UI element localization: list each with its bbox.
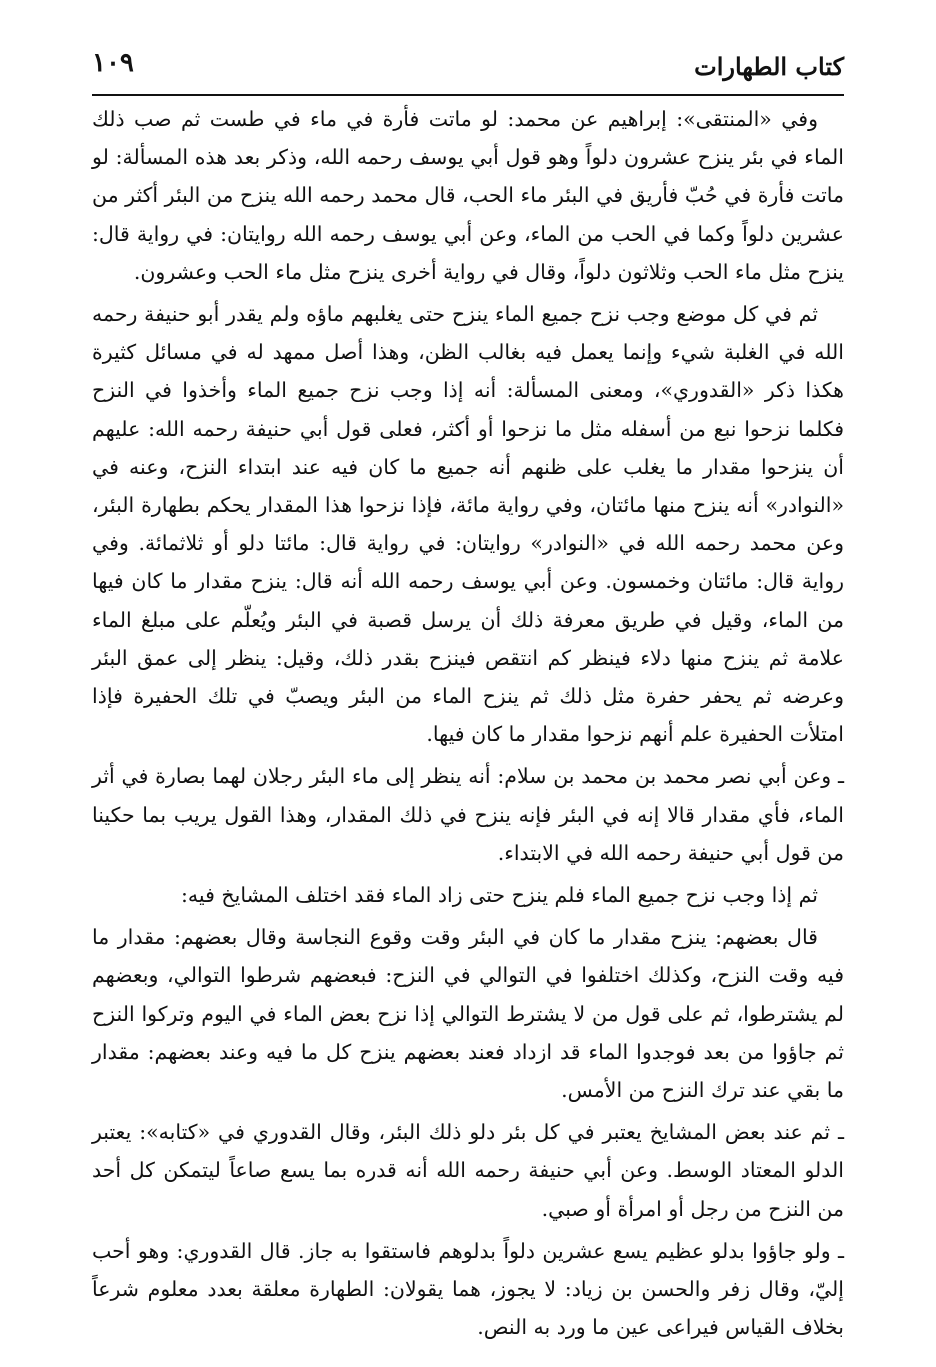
paragraph-3: ـ وعن أبي نصر محمد بن محمد بن سلام: أنه ينظر إلى ماء البئر رجلان لهما بصارة في أثر الماء، فأي مقدار قالا إنه في البئر فإنه ينزح في ذلك المقدار، وهذا القول يريب بما حكينا من قول أبي حنيفة رحمه الله في الابتداء. xyxy=(92,764,844,865)
paragraph-5: قال بعضهم: ينزح مقدار ما كان في البئر وقت وقوع النجاسة وقال بعضهم: مقدار ما فيه وقت النزح، وكذلك اختلفوا في التوالي في النزح: فبعضهم شرطوا التوالي، وبعضهم لم يشترطوا، ثم على قول من لا يشترط التوالي إذا نزح بعض الماء في اليوم وتركوا النزح ثم جاؤوا من بعد فوجدوا الماء قد ازداد فعند بعضهم ينزح كل ما فيه وعند بعضهم: مقدار ما بقي عند ترك النزح من الأمس. xyxy=(92,925,844,1103)
paragraph-6: ـ ثم عند بعض المشايخ يعتبر في كل بئر دلو ذلك البئر، وقال القدوري في «كتابه»: يعتبر الدلو المعتاد الوسط. وعن أبي حنيفة رحمه الله أنه قدره بما يسع صاعاً ليتمكن كل أحد من النزح من رجل أو امرأة أو صبي. xyxy=(92,1120,844,1221)
book-title: كتاب الطهارات xyxy=(694,52,844,81)
paragraph-7: ـ ولو جاؤوا بدلو عظيم يسع عشرين دلواً بدلوهم فاستقوا به جاز. قال القدوري: وهو أحب إليّ، وقال زفر والحسن بن زياد: لا يجوز، هما يقولان: الطهارة معلقة بعدد معلوم شرعاً بخلاف القياس فيراعى عين ما ورد به النص. xyxy=(92,1238,844,1340)
paragraph-1: وفي «المنتقى»: إبراهيم عن محمد: لو ماتت فأرة في ماء في طست ثم صب ذلك الماء في بئر ينزح عشرون دلواً وهو قول أبي يوسف رحمه الله، وذكر بعد هذه المسألة: لو ماتت فأرة في حُبّ فأريق في البئر ماء الحب، قال محمد رحمه الله ينزح من البئر أكثر من عشرين دلواً وكما في الحب من الماء، وعن أبي يوسف رحمه الله روايتان: في رواية قال: ينزح مثل ماء الحب وثلاثون دلواً، وقال في رواية أخرى ينزح مثل ماء الحب وعشرون. xyxy=(92,107,844,284)
paragraph-4: ثم إذا وجب نزح جميع الماء فلم ينزح حتى زاد الماء فقد اختلف المشايخ فيه: xyxy=(180,883,818,908)
page-body xyxy=(92,100,844,1340)
paragraph-2: ثم في كل موضع وجب نزح جميع الماء ينزح حتى يغلبهم ماؤه ولم يقدر أبو حنيفة رحمه الله في الغلبة شيء وإنما يعمل فيه بغالب الظن، وهذا أصل ممهد له في مسائل كثيرة هكذا ذكر «القدوري»، ومعنى المسألة: أنه إذا وجب نزح جميع الماء وأخذوا في النزح فكلما نزحوا نبع من أسفله مثل ما نزحوا أو أكثر، فعلى قول أبي حنيفة رحمه الله: عليهم أن ينزحوا مقدار ما يغلب على ظنهم أنه جميع ما كان فيه عند ابتداء النزح، وعنه في «النوادر» أنه ينزح منها مائتان، وفي رواية مائة، فإذا نزحوا هذا المقدار يحكم بطهارة البئر، وعن محمد رحمه الله في «النوادر» روايتان: في رواية قال: مائتا دلو أو ثلاثمائة. وفي رواية قال: مائتان وخمسون. وعن أبي يوسف رحمه الله أنه قال: ينزح مقدار ما كان فيها من الماء، وقيل في طريق معرفة ذلك أن يرسل قصبة في البئر ويُعلّم على مبلغ الماء علامة ثم ينزح منها دلاء فينظر كم انتقص فينزح بقدر ذلك، وقيل: ينظر إلى عمق البئر وعرضه ثم يحفر حفرة مثل ذلك ثم ينزح الماء من البئر ويصبّ في تلك الحفيرة فإذا امتلأت الحفيرة علم أنهم نزحوا مقدار ما كان فيها. xyxy=(92,302,844,747)
page-header xyxy=(92,44,844,96)
page-number: ١٠٩ xyxy=(92,48,134,78)
